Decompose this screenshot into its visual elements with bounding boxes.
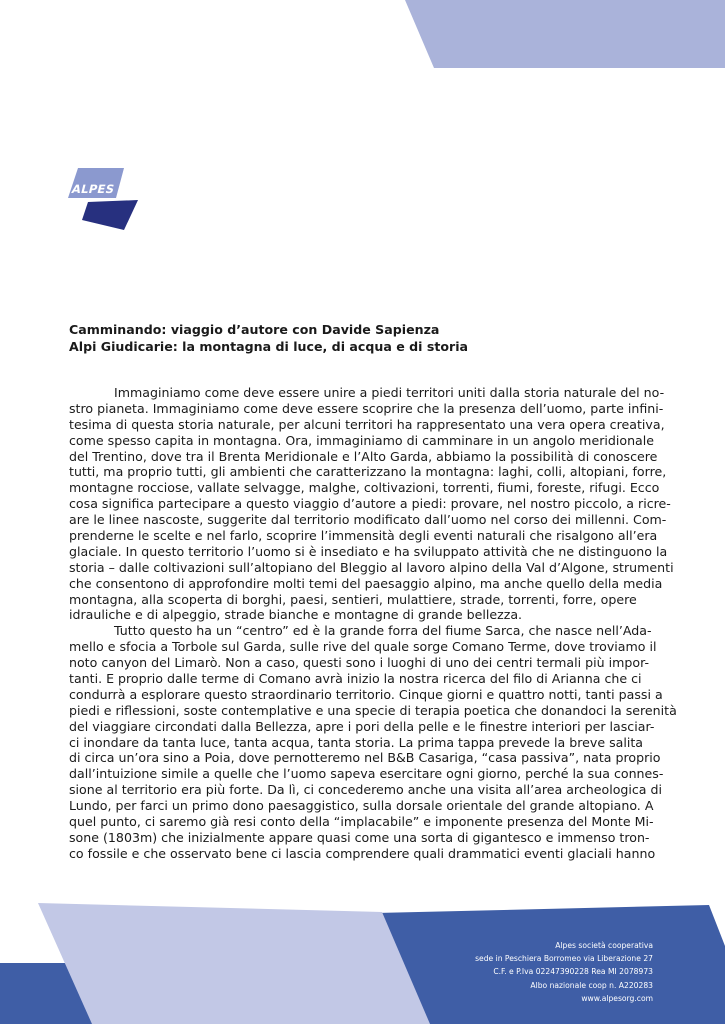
- text-line: ci inondare da tanta luce, tanta acqua, tanta storia. La prima tappa prevede la breve salita: [69, 734, 644, 750]
- paragraph-1: [69, 385, 674, 623]
- text-line: tanti. E proprio dalle terme di Comano avrà inizio la nostra ricerca del filo di Arianna che ci: [69, 671, 642, 687]
- footer-registry: Albo nazionale coop n. A220283: [530, 980, 653, 990]
- text-line: del viaggiare circondati dalla Bellezza, apre i pori della pelle e le finestre interiori per lasciar-: [69, 718, 655, 734]
- company-footer: [475, 939, 653, 1005]
- article-body: [69, 385, 677, 862]
- text-line: cosa significa partecipare a questo viaggio d’autore a piedi: provare, nel nostro piccolo, a ricre-: [69, 496, 671, 512]
- alpes-logo: [68, 168, 140, 232]
- text-line: mello e sfocia a Torbole sul Garda, sulle rive del quale sorge Comano Terme, dove troviamo il: [69, 639, 657, 655]
- text-line: come spesso capita in montagna. Ora, immaginiamo di camminare in un angolo meridionale: [69, 432, 655, 448]
- document-title: Camminando: viaggio d’autore con Davide Sapienza: [69, 322, 440, 337]
- text-line: are le linee nascoste, suggerite dal territorio modificato dall’uomo nel corso dei millenni. Com-: [69, 512, 667, 528]
- text-line: Tutto questo ha un “centro” ed è la grande forra del fiume Sarca, che nasce nell’Ada-: [114, 623, 652, 639]
- footer-website-link[interactable]: www.alpesorg.com: [581, 993, 653, 1003]
- text-line: montagne rocciose, vallate selvagge, malghe, coltivazioni, torrenti, fiumi, foreste, rifugi. Ecco: [69, 480, 660, 496]
- text-line: quel punto, ci saremo già resi conto della “implacabile” e imponente presenza del Monte Mi-: [69, 814, 654, 830]
- text-line: che consentono di approfondire molti temi del paesaggio alpino, ma anche quello della media: [69, 575, 663, 591]
- footer-tax-info: C.F. e P.Iva 02247390228 Rea MI 2078973: [493, 967, 653, 977]
- text-line: tesima di questa storia naturale, per alcuni territori ha rappresentato una vera opera creativa,: [69, 416, 665, 432]
- text-line: Lundo, per farci un primo dono paesaggistico, sulla dorsale orientale del grande altopiano. A: [69, 798, 654, 814]
- logo-dark-shape: [82, 200, 138, 230]
- text-line: noto canyon del Limarò. Non a caso, questi sono i luoghi di uno dei centri termali più impor-: [69, 655, 650, 671]
- text-line: prenderne le scelte e nel farlo, scoprire l’immensità degli eventi naturali che risalgono all’era: [69, 528, 658, 544]
- text-line: condurrà a esplorare questo straordinario territorio. Cinque giorni e quattro notti, tanti passi a: [69, 686, 663, 702]
- text-line: storia – dalle coltivazioni sull’altopiano del Bleggio al lavoro alpino della Val d’Algone, strumenti: [69, 559, 674, 575]
- text-line: stro pianeta. Immaginiamo come deve essere scoprire che la presenza dell’uomo, parte infini-: [69, 400, 664, 416]
- text-line: montagna, alla scoperta di borghi, paesi, sentieri, mulattiere, strade, torrenti, forre, opere: [69, 591, 637, 607]
- paragraph-2: [69, 623, 677, 861]
- text-line: co fossile e che osservato bene ci lascia comprendere quali drammatici eventi glaciali hanno: [69, 845, 656, 861]
- text-line: sione al territorio era più forte. Da lì, ci concederemo anche una visita all’area archeologica di: [69, 782, 663, 798]
- top-right-band: [405, 0, 725, 68]
- text-line: Immaginiamo come deve essere unire a piedi territori uniti dalla storia naturale del no-: [114, 385, 665, 400]
- text-line: piedi e riflessioni, soste contemplative e una specie di terapia poetica che donandoci la serenità: [69, 702, 677, 718]
- text-line: sone (1803m) che inizialmente appare quasi come una sorta di gigantesco e immenso tron-: [69, 829, 650, 845]
- document-titles: [69, 322, 659, 355]
- text-line: idrauliche e di alpeggio, strade bianche e montagne di grande bellezza.: [69, 607, 523, 623]
- document-subtitle: Alpi Giudicarie: la montagna di luce, di acqua e di storia: [69, 338, 469, 354]
- text-line: tutti, ma proprio tutti, gli ambienti che caratterizzano la montagna: laghi, colli, altopiani, forre,: [69, 464, 667, 480]
- footer-address: sede in Peschiera Borromeo via Liberazione 27: [475, 954, 653, 964]
- text-line: dall’intuizione simile a quelle che l’uomo sapeva esercitare ogni giorno, perché la sua connes-: [69, 766, 664, 782]
- logo-wordmark: ALPES: [70, 182, 117, 196]
- text-line: del Trentino, dove tra il Brenta Meridionale e l’Alto Garda, abbiamo la possibilità di conoscere: [69, 448, 658, 464]
- bottom-light-band: [38, 903, 430, 1024]
- footer-company-name: Alpes società cooperativa: [555, 941, 653, 950]
- text-line: di circa un’ora sino a Poia, dove pernotteremo nel B&B Casariga, “casa passiva”, nata proprio: [69, 750, 661, 766]
- text-line: glaciale. In questo territorio l’uomo si è insediato e ha sviluppato attività che ne distinguono la: [69, 543, 668, 559]
